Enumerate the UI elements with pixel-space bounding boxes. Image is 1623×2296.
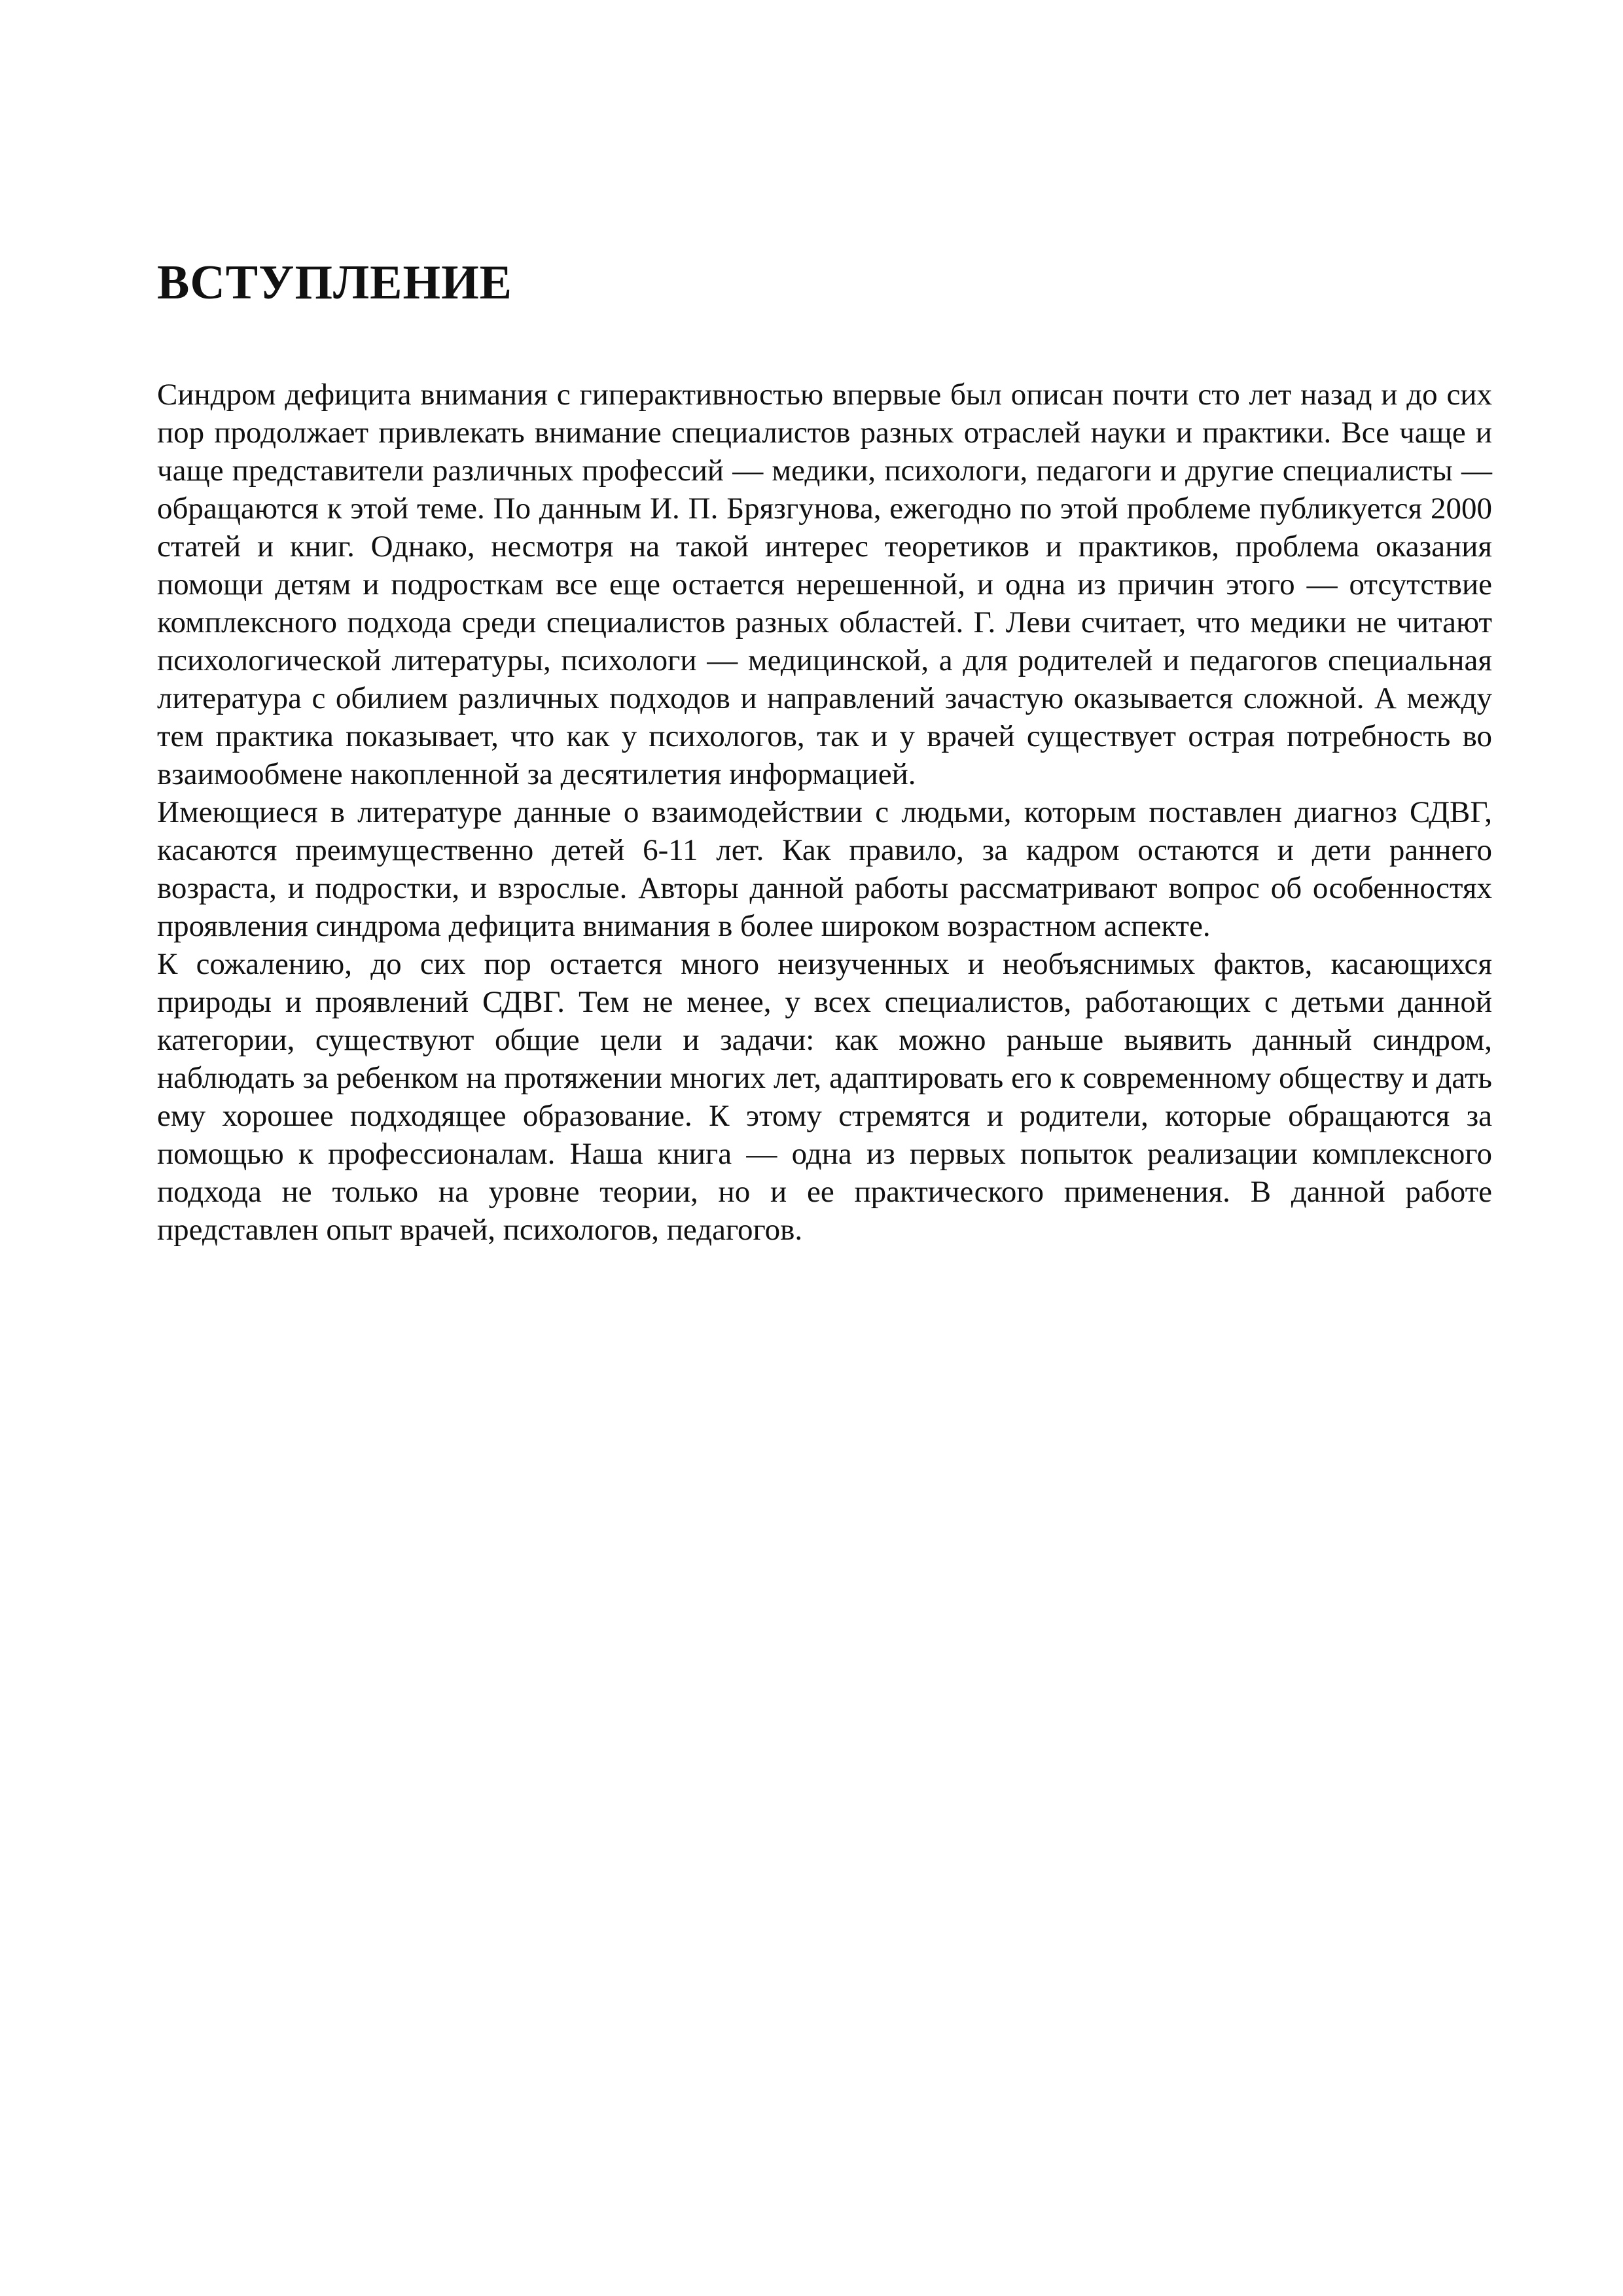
paragraph-1: Синдром дефицита внимания с гиперактивностью впервые был описан почти сто лет назад и до сих пор продолжает привлекать внимание специалистов разных отраслей науки и практики. Все чаще и чаще представители различных профессий — медики, психологи, педагоги и другие специалисты — обращаются к этой теме. По данным И. П. Брязгунова, ежегодно по этой проблеме публикуется 2000 статей и книг. Однако, несмотря на такой интерес теоретиков и практиков, проблема оказания помощи детям и подросткам все еще остается нерешенной, и одна из причин этого — отсутствие комплексного подхода среди специалистов разных областей. Г. Леви считает, что медики не читают психологической литературы, психологи — медицинской, а для родителей и педагогов специальная литература с обилием различных подходов и направлений зачастую оказывается сложной. А между тем практика показывает, что как у психологов, так и у врачей существует острая потребность во взаимообмене накопленной за десятилетия информацией. bbox=[157, 378, 1492, 791]
paragraph-2: Имеющиеся в литературе данные о взаимодействии с людьми, которым поставлен диагноз СДВГ, касаются преимущественно детей 6-11 лет. Как правило, за кадром остаются и дети раннего возраста, и подростки, и взрослые. Авторы данной работы рассматривают вопрос об особенностях проявления синдрома дефицита внимания в более широком возрастном аспекте. bbox=[157, 795, 1492, 943]
paragraph-3: К сожалению, до сих пор остается много неизученных и необъяснимых фактов, касающихся природы и проявлений СДВГ. Тем не менее, у всех специалистов, работающих с детьми данной категории, существуют общие цели и задачи: как можно раньше выявить данный синдром, наблюдать за ребенком на протяжении многих лет, адаптировать его к современному обществу и дать ему хорошее подходящее образование. К этому стремятся и родители, которые обращаются за помощью к профессионалам. Наша книга — одна из первых попыток реализации комплексного подхода не только на уровне теории, но и ее практического применения. В данной работе представлен опыт врачей, психологов, педагогов. bbox=[157, 947, 1492, 1247]
document-body bbox=[157, 376, 1492, 1249]
page-title: ВСТУПЛЕНИЕ bbox=[157, 256, 512, 310]
